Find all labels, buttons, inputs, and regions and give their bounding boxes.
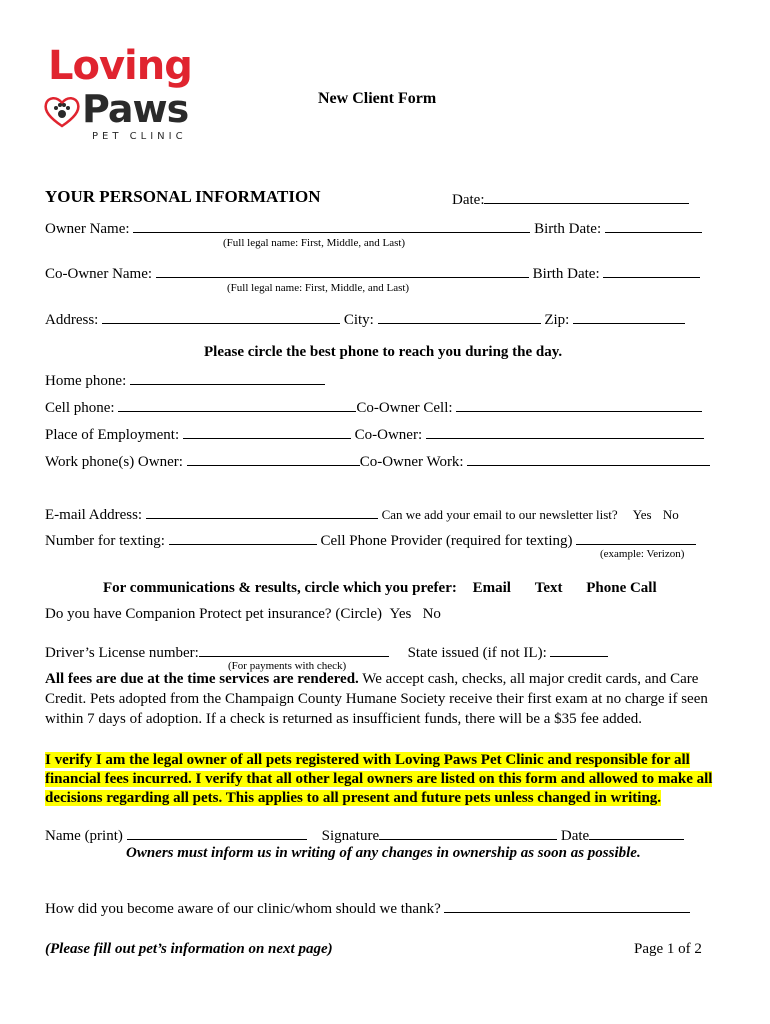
co-owner-employment-label: Co-Owner: bbox=[354, 427, 423, 443]
license-field[interactable] bbox=[45, 642, 608, 662]
comm-pref-row bbox=[103, 580, 657, 597]
comm-option-email[interactable]: Email bbox=[472, 580, 511, 596]
employment-label: Place of Employment: bbox=[45, 427, 180, 443]
provider-example: (example: Verizon) bbox=[600, 548, 685, 560]
fees-line-3: within 7 days of adoption. If a check is returned as insufficient funds, there will be a $35 fee added. bbox=[45, 711, 643, 727]
zip-label: Zip: bbox=[544, 312, 570, 328]
logo-tagline: PET CLINIC bbox=[92, 131, 187, 142]
insurance-row bbox=[45, 606, 441, 623]
clinic-logo bbox=[40, 40, 200, 150]
fees-bold: All fees are due at the time services are rendered. bbox=[45, 671, 359, 687]
insurance-question: Do you have Companion Protect pet insurance? (Circle) bbox=[45, 606, 382, 622]
heart-paw-icon bbox=[42, 92, 82, 132]
work-phone-label: Work phone(s) Owner: bbox=[45, 454, 183, 470]
owner-name-field[interactable] bbox=[45, 218, 702, 238]
newsletter-yes[interactable]: Yes bbox=[632, 507, 652, 522]
signature-label: Signature bbox=[321, 828, 380, 844]
home-phone-field[interactable] bbox=[45, 370, 325, 390]
work-phone-field[interactable] bbox=[45, 451, 710, 471]
state-issued-label: State issued (if not IL): bbox=[407, 645, 547, 661]
name-print-label: Name (print) bbox=[45, 828, 123, 844]
newsletter-question: Can we add your email to our newsletter list? bbox=[381, 507, 618, 522]
verify-text-2: financial fees incurred. I verify that all other legal owners are listed on this form and allowed to make all bbox=[45, 771, 713, 787]
section-title: YOUR PERSONAL INFORMATION bbox=[45, 187, 321, 206]
ownership-note: Owners must inform us in writing of any changes in ownership as soon as possible. bbox=[126, 845, 641, 861]
comm-option-phone[interactable]: Phone Call bbox=[586, 580, 657, 596]
employment-field[interactable] bbox=[45, 424, 704, 444]
next-page-note: (Please fill out pet’s information on next page) bbox=[45, 941, 333, 957]
phone-instruction: Please circle the best phone to reach you during the day. bbox=[204, 344, 563, 360]
insurance-yes[interactable]: Yes bbox=[389, 606, 412, 622]
date-label: Date: bbox=[452, 192, 485, 208]
verify-line-1 bbox=[45, 752, 690, 769]
co-owner-name-label: Co-Owner Name: bbox=[45, 266, 153, 282]
signature-date-label: Date bbox=[560, 828, 590, 844]
fees-line-1 bbox=[45, 671, 698, 688]
email-field[interactable] bbox=[45, 504, 679, 524]
form-title: New Client Form bbox=[318, 90, 437, 107]
birth-date-label: Birth Date: bbox=[534, 221, 602, 237]
logo-word-paws: Paws bbox=[82, 87, 189, 131]
city-label: City: bbox=[343, 312, 374, 328]
logo-word-loving: Loving bbox=[48, 43, 192, 89]
home-phone-label: Home phone: bbox=[45, 373, 127, 389]
co-owner-birth-date-label: Birth Date: bbox=[532, 266, 600, 282]
co-owner-work-label: Co-Owner Work: bbox=[359, 454, 464, 470]
insurance-no[interactable]: No bbox=[422, 606, 441, 622]
comm-option-text[interactable]: Text bbox=[534, 580, 563, 596]
verify-text-1: I verify I am the legal owner of all pets registered with Loving Paws Pet Clinic and responsible for all bbox=[45, 752, 690, 768]
address-label: Address: bbox=[45, 312, 99, 328]
comm-pref-label: For communications & results, circle which you prefer: bbox=[103, 580, 457, 596]
signature-row[interactable] bbox=[45, 825, 684, 845]
license-note: (For payments with check) bbox=[228, 660, 347, 672]
date-field[interactable] bbox=[452, 189, 689, 209]
verify-line-3 bbox=[45, 790, 661, 807]
fees-line1-rest: We accept cash, checks, all major credit cards, and Care bbox=[362, 671, 699, 687]
cell-phone-label: Cell phone: bbox=[45, 400, 115, 416]
referral-field[interactable] bbox=[45, 898, 690, 918]
fees-line-2: Credit. Pets adopted from the Champaign County Humane Society receive their first exam at no charge if seen bbox=[45, 691, 708, 707]
texting-field[interactable] bbox=[45, 530, 696, 550]
texting-label: Number for texting: bbox=[45, 533, 165, 549]
newsletter-no[interactable]: No bbox=[662, 507, 679, 522]
license-label: Driver’s License number: bbox=[45, 645, 199, 661]
email-label: E-mail Address: bbox=[45, 507, 143, 523]
verify-line-2 bbox=[45, 771, 712, 788]
legal-name-note: (Full legal name: First, Middle, and Last) bbox=[223, 237, 406, 249]
co-owner-legal-name-note: (Full legal name: First, Middle, and Last) bbox=[227, 282, 410, 294]
verify-text-3: decisions regarding all pets. This applies to all present and future pets unless changed in writing. bbox=[45, 790, 662, 806]
address-field[interactable] bbox=[45, 309, 685, 329]
provider-label: Cell Phone Provider (required for texting) bbox=[320, 533, 573, 549]
owner-name-label: Owner Name: bbox=[45, 221, 130, 237]
co-owner-cell-label: Co-Owner Cell: bbox=[356, 400, 453, 416]
page-number: Page 1 of 2 bbox=[634, 941, 702, 957]
co-owner-name-field[interactable] bbox=[45, 263, 700, 283]
cell-phone-field[interactable] bbox=[45, 397, 702, 417]
referral-question: How did you become aware of our clinic/whom should we thank? bbox=[45, 901, 441, 917]
